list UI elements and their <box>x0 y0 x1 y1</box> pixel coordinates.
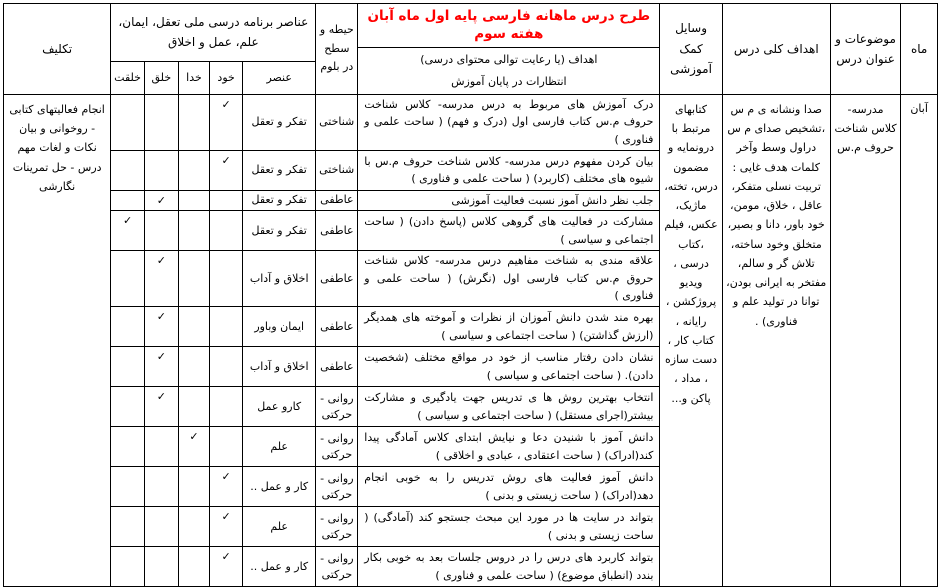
element-cell: کار و عمل .. <box>242 467 315 507</box>
bloom-cell: عاطفی <box>316 347 358 387</box>
check-cell-god <box>178 150 210 190</box>
check-cell-khelqat <box>111 251 145 307</box>
check-cell-self <box>210 427 243 467</box>
teaching-aids-value: کتابهای مرتبط با درونمایه و مضمون درس، تخته، ماژیک، عکس، فیلم ،کتاب درسی ، ویدیو پروژکشن ، رایانه ، کتاب کار ، دست سازه ، مداد ، پاکن و... <box>660 94 722 586</box>
bloom-cell: شناختی <box>316 94 358 150</box>
check-cell-god <box>178 307 210 347</box>
check-cell-god: ✓ <box>178 427 210 467</box>
lesson-plan-table <box>3 3 938 587</box>
check-cell-self <box>210 347 243 387</box>
goal-cell: درک آموزش های مربوط به درس مدرسه- کلاس شناخت حروف م.س کتاب فارسی اول (درک و فهم) ( ساحت علمی و فناوری ) <box>358 94 660 150</box>
check-cell-khalq: ✓ <box>144 347 178 387</box>
khalq-subheader: خلق <box>144 61 178 94</box>
check-cell-self <box>210 387 243 427</box>
general-goals-header: اهداف کلی درس <box>722 4 830 95</box>
check-cell-khelqat <box>111 150 145 190</box>
element-cell: علم <box>242 427 315 467</box>
check-cell-god <box>178 190 210 211</box>
goal-cell: بهره مند شدن دانش آموزان از نظرات و آموخته های همدیگر (ارزش گذاشتن) ( ساحت اجتماعی و سیاسی ) <box>358 307 660 347</box>
check-cell-self: ✓ <box>210 507 243 547</box>
bloom-cell: عاطفی <box>316 307 358 347</box>
bloom-cell: شناختی <box>316 150 358 190</box>
check-cell-khalq <box>144 467 178 507</box>
bloom-cell: عاطفی <box>316 251 358 307</box>
goal-cell: دانش آموز با شنیدن دعا و نیایش ابتدای کلاس آمادگی پیدا کند(ادراک) ( ساحت اعتقادی ، عبادی و اخلاقی ) <box>358 427 660 467</box>
check-cell-self <box>210 211 243 251</box>
check-cell-khalq <box>144 94 178 150</box>
bloom-cell: روانی - حرکتی <box>316 507 358 547</box>
month-value: آبان <box>901 94 938 586</box>
element-cell: کارو عمل <box>242 387 315 427</box>
check-cell-god <box>178 507 210 547</box>
check-cell-god <box>178 347 210 387</box>
goal-cell: انتخاب بهترین روش ها ی تدریس جهت یادگیری و مشارکت بیشتر(اجرای مستقل) ( ساحت اجتماعی و سیاسی ) <box>358 387 660 427</box>
check-cell-god <box>178 251 210 307</box>
goal-cell: مشارکت در فعالیت های گروهی کلاس (پاسخ دادن) ( ساحت اجتماعی و سیاسی ) <box>358 211 660 251</box>
element-subheader: عنصر <box>242 61 315 94</box>
check-cell-khelqat <box>111 307 145 347</box>
check-cell-khalq <box>144 150 178 190</box>
month-header: ماه <box>901 4 938 95</box>
check-cell-self <box>210 190 243 211</box>
check-cell-khalq <box>144 211 178 251</box>
check-cell-khelqat <box>111 507 145 547</box>
check-cell-god <box>178 94 210 150</box>
goal-cell: جلب نظر دانش آموز نسبت فعالیت آموزشی <box>358 190 660 211</box>
check-cell-god <box>178 467 210 507</box>
self-subheader: خود <box>210 61 243 94</box>
topics-header: موضوعات و عنوان درس <box>830 4 900 95</box>
check-cell-khalq <box>144 427 178 467</box>
goal-cell: نشان دادن رفتار مناسب از خود در مواقع مختلف (شخصیت دادن). ( ساحت اجتماعی و سیاسی ) <box>358 347 660 387</box>
check-cell-khelqat <box>111 190 145 211</box>
check-cell-khelqat <box>111 94 145 150</box>
check-cell-god <box>178 211 210 251</box>
element-cell: تفکر و تعقل <box>242 190 315 211</box>
goals-subtitle-1: اهداف (یا رعایت توالی محتوای درسی) <box>420 53 598 67</box>
check-cell-self <box>210 307 243 347</box>
bloom-cell: روانی - حرکتی <box>316 427 358 467</box>
check-cell-self <box>210 251 243 307</box>
element-cell: تفکر و تعقل <box>242 150 315 190</box>
homework-value: انجام فعالیتهای کتابی - روخوانی و بیان نکات و لغات مهم درس - حل تمرینات نگارشی <box>4 94 111 586</box>
bloom-cell: عاطفی <box>316 211 358 251</box>
topic-value: مدرسه- کلاس شناخت حروف م.س <box>830 94 900 586</box>
check-cell-khelqat <box>111 387 145 427</box>
check-cell-khelqat <box>111 427 145 467</box>
goal-cell: بتواند در سایت ها در مورد این مبحث جستجو کند (آمادگی) ( ساحت زیستی و بدنی ) <box>358 507 660 547</box>
check-cell-self: ✓ <box>210 94 243 150</box>
element-cell: کار و عمل .. <box>242 547 315 587</box>
element-cell: اخلاق و آداب <box>242 251 315 307</box>
check-cell-self: ✓ <box>210 150 243 190</box>
khelqat-subheader: خلقت <box>111 61 145 94</box>
goal-cell: بتواند کاربرد های درس را در دروس جلسات بعد به خوبی بکار بندد (انطباق موضوع) ( ساحت علمی و فناوری ) <box>358 547 660 587</box>
check-cell-god <box>178 547 210 587</box>
bloom-cell: روانی - حرکتی <box>316 467 358 507</box>
page-title: طرح درس ماهانه فارسی پایه اول ماه آبان هفته سوم <box>358 4 659 48</box>
check-cell-self: ✓ <box>210 467 243 507</box>
check-cell-khalq: ✓ <box>144 307 178 347</box>
check-cell-khelqat <box>111 547 145 587</box>
goals-subtitle-2: انتظارات در پایان آموزش <box>451 74 567 88</box>
check-cell-self: ✓ <box>210 547 243 587</box>
table-row <box>4 94 938 150</box>
teaching-aids-header: وسایل کمک آموزشی <box>660 4 722 95</box>
element-cell: اخلاق و آداب <box>242 347 315 387</box>
bloom-cell: روانی - حرکتی <box>316 547 358 587</box>
element-cell: ایمان وباور <box>242 307 315 347</box>
goal-cell: بیان کردن مفهوم درس مدرسه- کلاس شناخت حروف م.س با شیوه های مختلف (کاربرد) ( ساحت علمی و فناوری ) <box>358 150 660 190</box>
bloom-cell: عاطفی <box>316 190 358 211</box>
element-cell: تفکر و تعقل <box>242 94 315 150</box>
check-cell-khalq <box>144 507 178 547</box>
check-cell-khelqat: ✓ <box>111 211 145 251</box>
check-cell-khelqat <box>111 347 145 387</box>
god-subheader: خدا <box>178 61 210 94</box>
check-cell-god <box>178 387 210 427</box>
national-elements-header: عناصر برنامه درسی ملی تعقل، ایمان، علم، عمل و اخلاق <box>111 4 316 62</box>
goal-cell: علاقه مندی به شناخت مفاهیم درس مدرسه- کلاس شناخت حروق م.س کتاب فارسی اول (نگرش) ( ساحت علمی و فناوری ) <box>358 251 660 307</box>
header-row-1 <box>4 4 938 62</box>
homework-header: تکلیف <box>4 4 111 95</box>
goals-header <box>358 4 660 95</box>
element-cell: تفکر و تعقل <box>242 211 315 251</box>
check-cell-khalq <box>144 547 178 587</box>
check-cell-khalq: ✓ <box>144 387 178 427</box>
bloom-header: حیطه و سطح در بلوم <box>316 4 358 95</box>
element-cell: علم <box>242 507 315 547</box>
check-cell-khalq: ✓ <box>144 251 178 307</box>
bloom-cell: روانی - حرکتی <box>316 387 358 427</box>
goal-cell: دانش آموز فعالیت های روش تدریس را به خوبی انجام دهد(ادراک) ( ساحت زیستی و بدنی ) <box>358 467 660 507</box>
check-cell-khelqat <box>111 467 145 507</box>
general-goals-value: صدا ونشانه ی م س ،تشخیص صدای م س دراول وسط وآخر کلمات هدف غایی : تربیت نسلی متفکر، عاقل ، خلاق، مومن، خود باور، دانا و بصیر، متخلق وخود ساخته، تلاش گر و سالم، مفتخر به ایرانی بودن، توانا در تولید علم و فناوری) . <box>722 94 830 586</box>
check-cell-khalq: ✓ <box>144 190 178 211</box>
